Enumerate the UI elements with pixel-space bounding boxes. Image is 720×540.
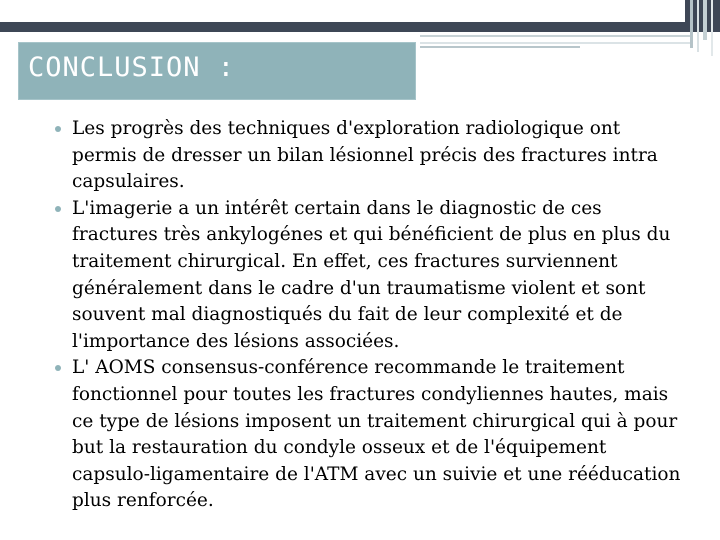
bullet-item — [50, 116, 690, 196]
decorative-stripe — [697, 0, 699, 52]
decorative-stripe — [703, 0, 707, 40]
top-dark-band — [0, 22, 685, 32]
top-decorative-band — [0, 0, 720, 22]
decorative-stripe — [711, 0, 713, 56]
bullet-icon — [55, 206, 61, 212]
bullet-icon — [55, 365, 61, 371]
bullet-icon — [55, 126, 61, 132]
content-area — [50, 116, 690, 515]
decorative-stripe — [690, 0, 693, 48]
decorative-line — [420, 46, 580, 48]
decorative-line — [420, 35, 690, 37]
bullet-text: L' AOMS consensus-conférence recommande le traitement fonctionnel pour toutes les fractures condyliennes hautes, mais ce type de lésions imposent un traitement chirurgical qui à pour but la restauration du condyle osseux et de l'équipement capsulo-ligamentaire de l'ATM avec un suivie et une rééducation plus renforcée. — [72, 357, 681, 512]
bullet-item — [50, 355, 690, 515]
bullet-text: Les progrès des techniques d'exploration radiologique ont permis de dresser un bilan lésionnel précis des fractures intra capsulaires. — [72, 118, 658, 193]
decorative-line — [420, 42, 690, 44]
bullet-text: L'imagerie a un intérêt certain dans le diagnostic de ces fractures très ankylogénes et qui bénéficient de plus en plus du traitement chirurgical. En effet, ces fractures surviennent généralement dans le cadre d'un traumatisme violent et sont souvent mal diagnostiqués du fait de leur complexité et de l'importance des lésions associées. — [72, 197, 671, 352]
bullet-list — [50, 116, 690, 515]
bullet-item — [50, 196, 690, 356]
title-box — [18, 42, 416, 100]
slide-title: CONCLUSION : — [28, 52, 236, 83]
